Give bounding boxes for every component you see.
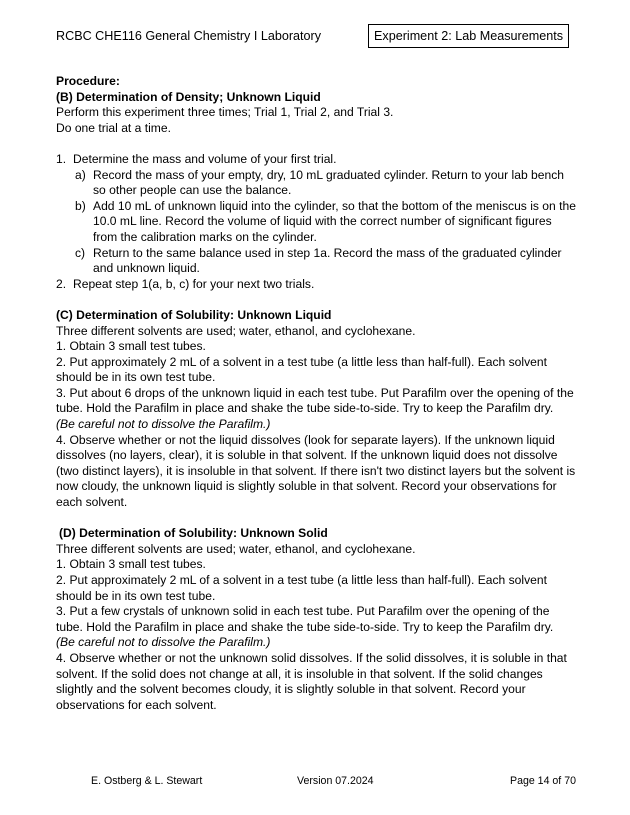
section-c-step-1: 1. Obtain 3 small test tubes. xyxy=(56,339,206,354)
section-b-intro-1: Perform this experiment three times; Trial 1, Trial 2, and Trial 3. xyxy=(56,105,394,120)
course-header: RCBC CHE116 General Chemistry I Laboratory xyxy=(56,29,322,43)
substep-letter: c) xyxy=(75,245,86,260)
substep-text: Return to the same balance used in step 1a. Record the mass of the graduated cylinder and unknown liquid. xyxy=(93,245,562,276)
section-d-step-2: 2. Put approximately 2 mL of a solvent in a test tube (a little less than half-full). Each solvent should be in its own test tube. xyxy=(56,573,547,603)
substep-a xyxy=(56,168,576,199)
step-number: 1. xyxy=(56,151,67,166)
section-b-title: (B) Determination of Density; Unknown Liquid xyxy=(56,89,321,104)
section-c-step-4: 4. Observe whether or not the liquid dissolves (look for separate layers). If the unknown liquid dissolves (no layers, clear), it is soluble in that solvent. If the unknown liquid does not dissolve (two distinct layers), it is insoluble in that solvent. If there isn't two distinct layers but the solvent is now cloudy, the unknown liquid is slightly soluble in that solvent. Record your observations for each solvent. xyxy=(56,432,576,510)
section-d-step-1: 1. Obtain 3 small test tubes. xyxy=(56,557,206,572)
section-b-step-2 xyxy=(56,277,576,293)
substep-letter: a) xyxy=(75,167,86,182)
substep-c xyxy=(56,246,576,277)
substep-text: Record the mass of your empty, dry, 10 mL graduated cylinder. Return to your lab bench so other people can use the balance. xyxy=(93,167,564,198)
footer-page-number: Page 14 of 70 xyxy=(510,775,576,787)
procedure-heading: Procedure: xyxy=(56,74,120,88)
document-body xyxy=(56,74,576,713)
step-text: 3. Put about 6 drops of the unknown liquid in each test tube. Put Parafilm over the opening of the tube. Hold the Parafilm in place and shake the tube side-to-side. Try to keep the Parafilm dry. xyxy=(56,385,574,416)
section-c-title: (C) Determination of Solubility: Unknown Liquid xyxy=(56,307,332,322)
section-d-intro: Three different solvents are used; water, ethanol, and cyclohexane. xyxy=(56,541,416,556)
footer-authors: E. Ostberg & L. Stewart xyxy=(91,775,203,787)
experiment-title-box: Experiment 2: Lab Measurements xyxy=(368,24,569,48)
section-c-step-3 xyxy=(56,386,576,433)
section-b-step-1 xyxy=(56,152,576,168)
caution-note: (Be careful not to dissolve the Parafilm.) xyxy=(56,635,271,650)
section-d-step-3: 3. Put a few crystals of unknown solid in each test tube. Put Parafilm over the opening of the tube. Hold the Parafilm in place and shake the tube side-to-side. Try to keep the Parafilm dry. xyxy=(56,604,554,634)
section-c-step-2: 2. Put approximately 2 mL of a solvent in a test tube (a little less than half-full). Each solvent should be in its own test tube. xyxy=(56,354,547,385)
section-b-steps xyxy=(56,152,576,168)
caution-note: (Be careful not to dissolve the Parafilm.) xyxy=(56,417,271,432)
footer-version: Version 07.2024 xyxy=(297,775,374,787)
substep-text: Add 10 mL of unknown liquid into the cylinder, so that the bottom of the meniscus is on the 10.0 mL line. Record the volume of liquid with the correct number of significant figures from the calibration marks on the cylinder. xyxy=(93,198,576,244)
step-text: Determine the mass and volume of your first trial. xyxy=(73,151,337,166)
substep-b xyxy=(56,199,576,246)
step-text: Repeat step 1(a, b, c) for your next two trials. xyxy=(73,276,315,291)
section-d-step-4: 4. Observe whether or not the unknown solid dissolves. If the solid dissolves, it is soluble in that solvent. If the solid does not change at all, it is insoluble in that solvent. If the solid changes slightly and the solvent becomes cloudy, it is slightly soluble in that solvent. Record your observations for each solvent. xyxy=(56,650,567,712)
section-c-intro: Three different solvents are used; water, ethanol, and cyclohexane. xyxy=(56,323,416,338)
step-number: 2. xyxy=(56,276,67,291)
section-d-title: (D) Determination of Solubility: Unknown Solid xyxy=(59,526,328,541)
section-b-intro-2: Do one trial at a time. xyxy=(56,120,171,135)
substep-letter: b) xyxy=(75,198,86,213)
section-b-substeps xyxy=(56,168,576,277)
section-b-steps-cont xyxy=(56,277,576,293)
